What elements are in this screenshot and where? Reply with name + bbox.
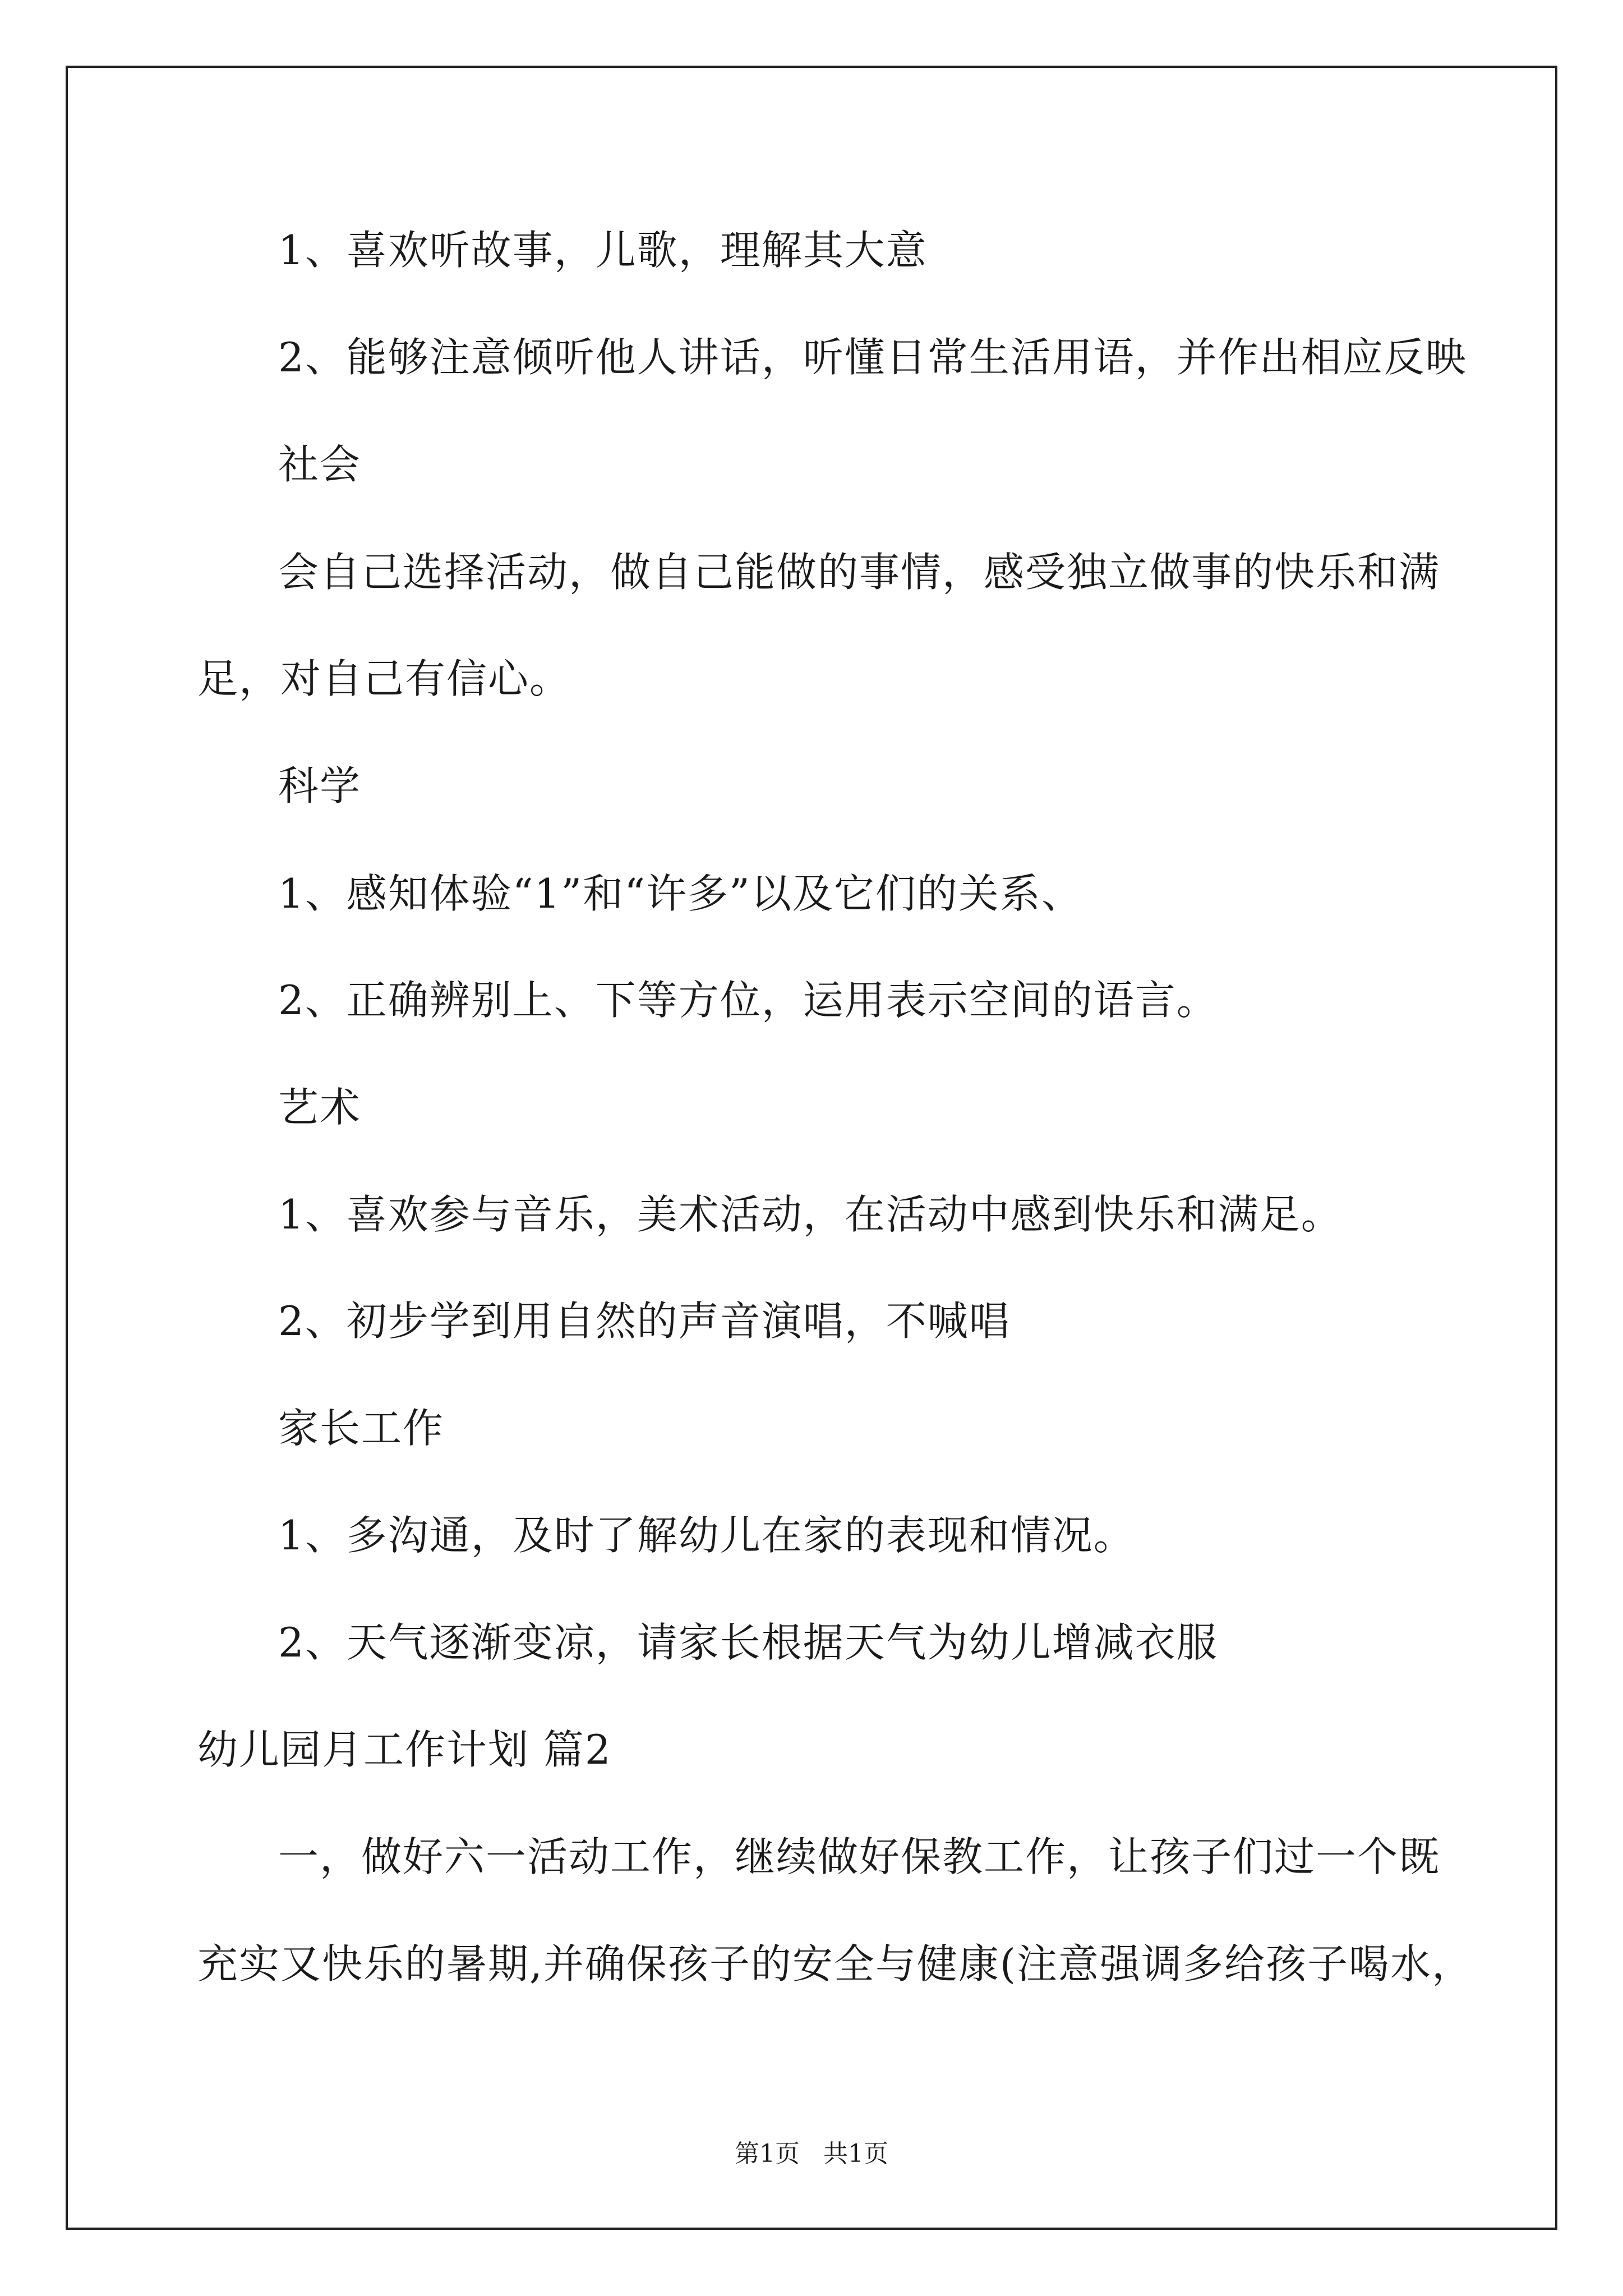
- body-line-5: 1、感知体验“1”和“许多”以及它们的关系、: [278, 870, 1083, 917]
- body-line-8: 2、初步学到用自然的声音演唱，不喊唱: [278, 1297, 1011, 1345]
- article-title-2: 幼儿园月工作计划 篇2: [197, 1726, 612, 1773]
- body-line-2: 2、能够注意倾听他人讲话，听懂日常生活用语，并作出相应反映: [278, 334, 1467, 381]
- body-line-9: 1、多沟通，及时了解幼儿在家的表现和情况。: [278, 1512, 1135, 1559]
- section-heading-social: 社会: [278, 441, 362, 488]
- body-line-10: 2、天气逐渐变凉，请家长根据天气为幼儿增减衣服: [278, 1619, 1218, 1666]
- body-line-12: 充实又快乐的暑期,并确保孩子的安全与健康(注意强调多给孩子喝水，: [197, 1940, 1473, 1987]
- section-heading-science: 科学: [278, 762, 362, 809]
- body-line-7: 1、喜欢参与音乐，美术活动，在活动中感到快乐和满足。: [278, 1191, 1343, 1238]
- section-heading-art: 艺术: [278, 1084, 362, 1131]
- body-line-3: 会自己选择活动，做自己能做的事情，感受独立做事的快乐和满: [278, 549, 1441, 596]
- page-border: [66, 66, 1557, 2230]
- section-heading-parents: 家长工作: [278, 1405, 445, 1452]
- body-line-11: 一，做好六一活动工作，继续做好保教工作，让孩子们过一个既: [278, 1833, 1441, 1880]
- body-line-1: 1、喜欢听故事，儿歌，理解其大意: [278, 227, 928, 274]
- body-line-4: 足，对自己有信心。: [197, 655, 571, 702]
- body-line-6: 2、正确辨别上、下等方位，运用表示空间的语言。: [278, 977, 1218, 1024]
- page-footer: 第1页 共1页: [735, 2139, 888, 2168]
